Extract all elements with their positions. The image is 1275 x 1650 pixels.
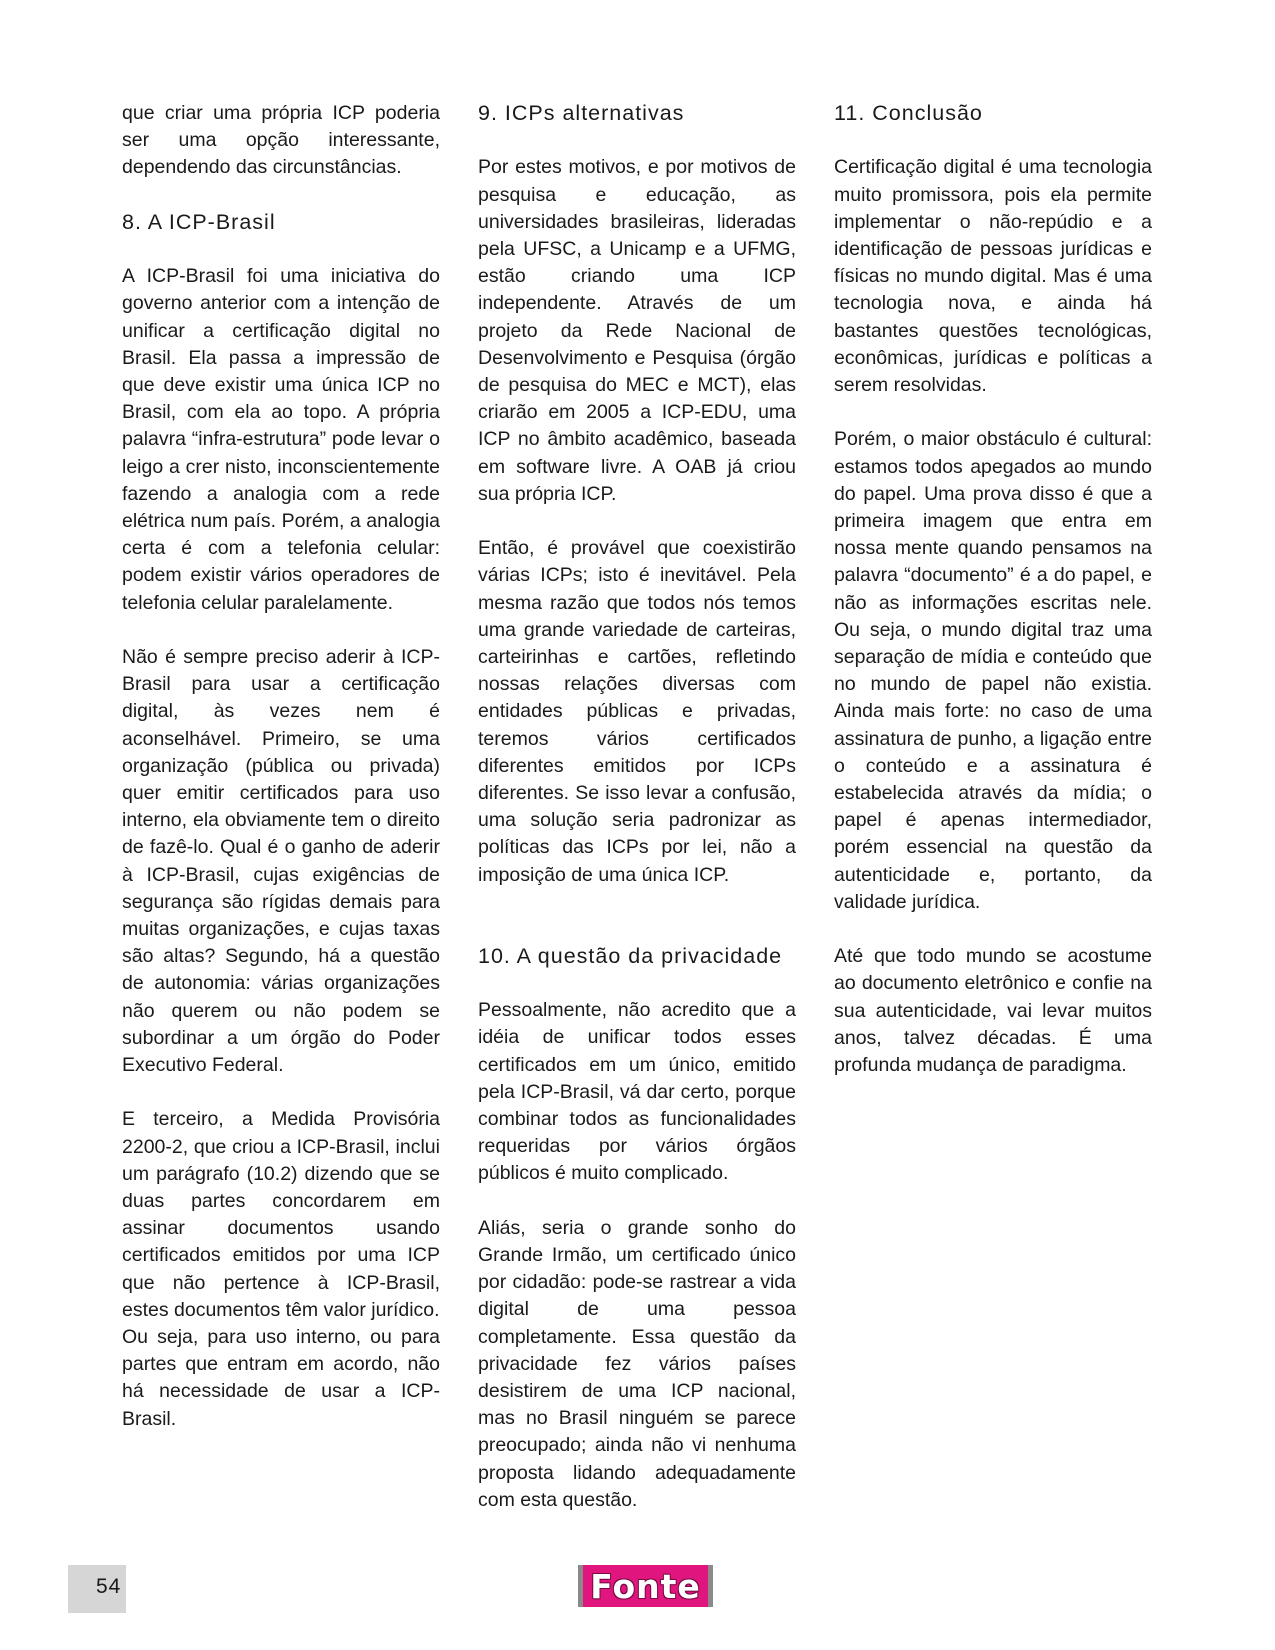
paragraph: Não é sempre preciso aderir à ICP-Brasil para usar a certificação digital, às vezes nem é aconselhável. Primeiro, se uma organização (pública ou privada) quer emitir certificados para uso interno, ela obviamente tem o direito de fazê-lo. Qual é o ganho de aderir à ICP-Brasil, cujas exigências de segurança são rígidas demais para muitas organizações, e cujas taxas são altas? Segundo, há a questão de autonomia: várias organizações não querem ou não podem se subordinar a um órgão do Poder Executivo Federal. (122, 646, 440, 1077)
paragraph: Até que todo mundo se acostume ao documento eletrônico e confie na sua autenticidade, vai levar muitos anos, talvez décadas. É uma profunda mudança de paradigma. (834, 945, 1152, 1077)
paragraph: Aliás, seria o grande sonho do Grande Irmão, um certificado único por cidadão: pode-se rastrear a vida digital de uma pessoa completamente. Essa questão da privacidade fez vários países desistirem de uma ICP nacional, mas no Brasil ninguém se parece preocupado; ainda não vi nenhuma proposta lidando adequadamente com esta questão. (478, 1216, 796, 1511)
section-heading-9: 9. ICPs alternativas (478, 101, 685, 125)
paragraph: que criar uma própria ICP poderia ser uma opção interessante, dependendo das circunstâncias. (122, 102, 440, 179)
paragraph: A ICP-Brasil foi uma iniciativa do governo anterior com a intenção de unificar a certificação digital no Brasil. Ela passa a impressão de que deve existir uma única ICP no Brasil, com ela ao topo. A própria palavra “infra-estrutura” pode levar o leigo a crer nisto, inconscientemente fazendo a analogia com a rede elétrica num país. Porém, a analogia certa é com a telefonia celular: podem existir vários operadores de telefonia celular paralelamente. (122, 265, 440, 614)
paragraph: Por estes motivos, e por motivos de pesquisa e educação, as universidades brasileiras, lideradas pela UFSC, a Unicamp e a UFMG, estão criando uma ICP independente. Através de um projeto da Rede Nacional de Desenvolvimento e Pesquisa (órgão de pesquisa do MEC e MCT), elas criarão em 2005 a ICP-EDU, uma ICP no âmbito acadêmico, baseada em software livre. A OAB já criou sua própria ICP. (478, 156, 796, 505)
column-1 (122, 100, 440, 1433)
paragraph: E terceiro, a Medida Provisória 2200-2, que criou a ICP-Brasil, inclui um parágrafo (10.2) dizendo que se duas partes concordarem em assinar documentos usando certificados emitidos por uma ICP que não pertence à ICP-Brasil, estes documentos têm valor jurídico. (122, 1108, 440, 1321)
section-heading-11: 11. Conclusão (834, 101, 983, 125)
paragraph: Pessoalmente, não acredito que a idéia de unificar todos esses certificados em um único, emitido pela ICP-Brasil, vá dar certo, porque combinar todos as funcionalidades requeridas por vários órgãos públicos é muito complicado. (478, 999, 796, 1185)
column-3 (834, 100, 1152, 1079)
section-heading-10: 10. A questão da privacidade (478, 943, 783, 968)
fonte-logo (578, 1565, 713, 1607)
paragraph: Porém, o maior obstáculo é cultural: estamos todos apegados ao mundo do papel. Uma prova disso é que a primeira imagem que entra em nossa mente quando pensamos na palavra “documento” é a do papel, e não as informações escritas nele. Ou seja, o mundo digital traz uma separação de mídia e conteúdo que no mundo de papel não existia. Ainda mais forte: no caso de uma assinatura de punho, a ligação entre o conteúdo e a assinatura é estabelecida através da mídia; o papel é apenas intermediador, porém essencial na questão da autenticidade e, portanto, da validade jurídica. (834, 428, 1152, 913)
paragraph: Ou seja, para uso interno, ou para partes que entram em acordo, não há necessidade de usar a ICP-Brasil. (122, 1326, 440, 1430)
column-2 (478, 100, 796, 1514)
paragraph: Certificação digital é uma tecnologia muito promissora, pois ela permite implementar o não-repúdio e a identificação de pessoas jurídicas e físicas no mundo digital. Mas é uma tecnologia nova, e ainda há bastantes questões tecnológicas, econômicas, jurídicas e políticas a serem resolvidas. (834, 156, 1152, 397)
page-number: 54 (96, 1575, 122, 1598)
logo-text: Fonte (590, 1566, 701, 1606)
section-heading-8: 8. A ICP-Brasil (122, 209, 276, 234)
paragraph: Então, é provável que coexistirão várias ICPs; isto é inevitável. Pela mesma razão que todos nós temos uma grande variedade de carteiras, carteirinhas e cartões, refletindo nossas relações diversas com entidades públicas e privadas, teremos vários certificados diferentes emitidos por ICPs diferentes. Se isso levar a confusão, uma solução seria padronizar as políticas das ICPs por lei, não a imposição de uma única ICP. (478, 537, 796, 886)
